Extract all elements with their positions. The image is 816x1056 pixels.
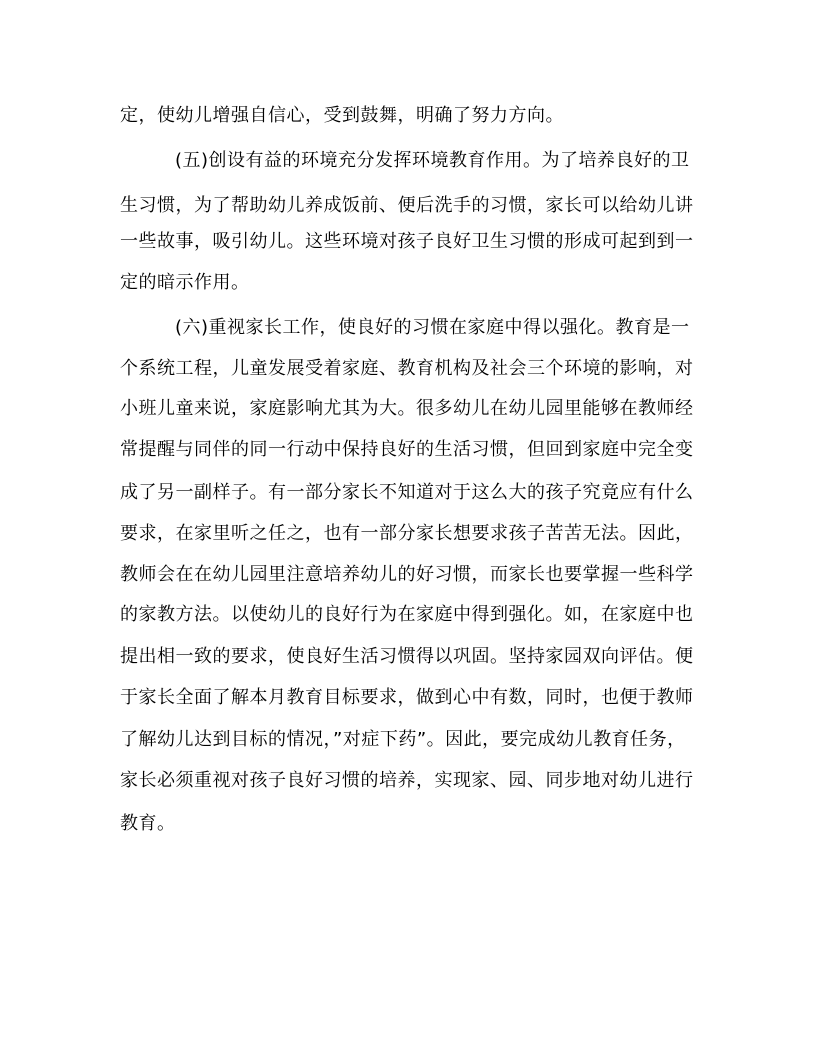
text-line: 的家教方法。以使幼儿的良好行为在家庭中得到强化。如，在家庭中也 <box>120 604 694 625</box>
text-line: 常提醒与同伴的同一行动中保持良好的生活习惯，但回到家庭中完全变 <box>120 439 694 460</box>
text-line: 小班儿童来说，家庭影响尤其为大。很多幼儿在幼儿园里能够在教师经 <box>120 398 694 419</box>
text-line: 成了另一副样子。有一部分家长不知道对于这么大的孩子究竟应有什么 <box>120 482 694 503</box>
text-line: 个系统工程，儿童发展受着家庭、教育机构及社会三个环境的影响，对 <box>120 358 694 379</box>
text-line: 教育。 <box>120 813 176 834</box>
text-line: 教师会在在幼儿园里注意培养幼儿的好习惯，而家长也要掌握一些科学 <box>120 564 694 585</box>
text-line: 家长必须重视对孩子良好习惯的培养，实现家、园、同步地对幼儿进行 <box>120 770 694 791</box>
text-line: 定，使幼儿增强自信心，受到鼓舞，明确了努力方向。 <box>120 105 564 126</box>
text-line: 定的暗示作用。 <box>120 272 250 293</box>
text-line: 要求，在家里听之任之，也有一部分家长想要求孩子苦苦无法。因此， <box>120 523 694 544</box>
text-line: 了解幼儿达到目标的情况，”对症下药”。因此，要完成幼儿教育任务， <box>120 729 686 750</box>
section-five-heading-line: (五)创设有益的环境充分发挥环境教育作用。为了培养良好的卫 <box>175 150 690 171</box>
text-line: 一些故事，吸引幼儿。这些环境对孩子良好卫生习惯的形成可起到到一 <box>120 231 694 252</box>
text-line: 于家长全面了解本月教育目标要求，做到心中有数，同时，也便于教师 <box>120 687 694 708</box>
text-line: 提出相一致的要求，使良好生活习惯得以巩固。坚持家园双向评估。便 <box>120 646 694 667</box>
section-six-heading-line: (六)重视家长工作，使良好的习惯在家庭中得以强化。教育是一 <box>175 317 690 338</box>
text-line: 生习惯，为了帮助幼儿养成饭前、便后洗手的习惯，家长可以给幼儿讲 <box>120 195 694 216</box>
